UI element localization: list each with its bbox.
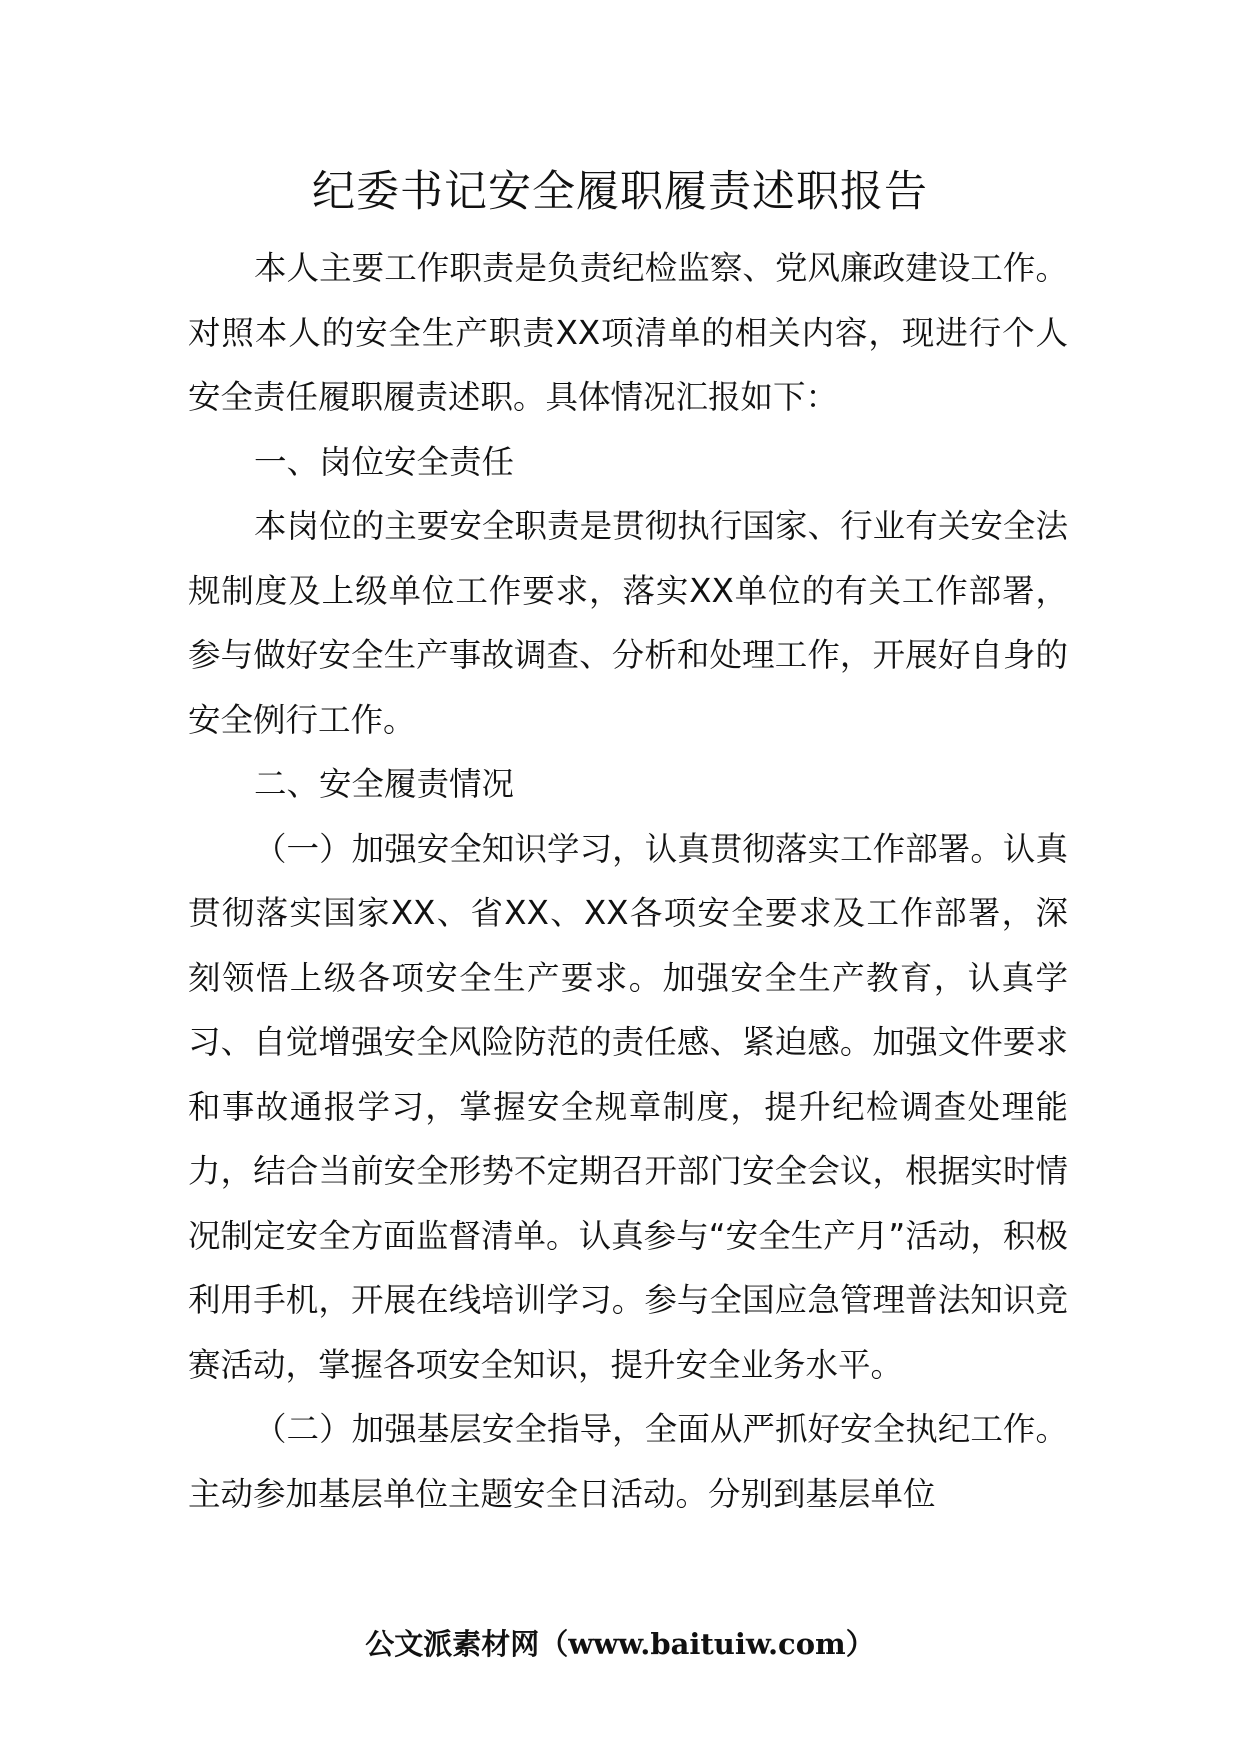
- footer-watermark: 公文派素材网（www.baituiw.com）: [365, 1627, 875, 1661]
- document-body: [188, 236, 1068, 1526]
- section-heading-1: 一、岗位安全责任: [254, 442, 515, 481]
- section-heading-2: 二、安全履责情况: [254, 765, 515, 803]
- paragraph-section-1: 本岗位的主要安全职责是贯彻执行国家、行业有关安全法规制度及上级单位工作要求，落实XX单位的有关工作部署，参与做好安全生产事故调查、分析和处理工作，开展好自身的安全例行工作。: [188, 507, 1068, 739]
- paragraph-subsection-2: （二）加强基层安全指导，全面从严抓好安全执纪工作。主动参加基层单位主题安全日活动。分别到基层单位: [188, 1410, 1068, 1513]
- document-title: 纪委书记安全履职履责述职报告: [312, 167, 928, 217]
- paragraph-intro: 本人主要工作职责是负责纪检监察、党风廉政建设工作。对照本人的安全生产职责XX项清单的相关内容，现进行个人安全责任履职履责述职。具体情况汇报如下：: [188, 249, 1068, 416]
- paragraph-subsection-1: （一）加强安全知识学习，认真贯彻落实工作部署。认真贯彻落实国家XX、省XX、XX各项安全要求及工作部署，深刻领悟上级各项安全生产要求。加强安全生产教育，认真学习、自觉增强安全风险防范的责任感、紧迫感。加强文件要求和事故通报学习，掌握安全规章制度，提升纪检调查处理能力，结合当前安全形势不定期召开部门安全会议，根据实时情况制定安全方面监督清单。认真参与“安全生产月”活动，积极利用手机，开展在线培训学习。参与全国应急管理普法知识竞赛活动，掌握各项安全知识，提升安全业务水平。: [188, 829, 1068, 1384]
